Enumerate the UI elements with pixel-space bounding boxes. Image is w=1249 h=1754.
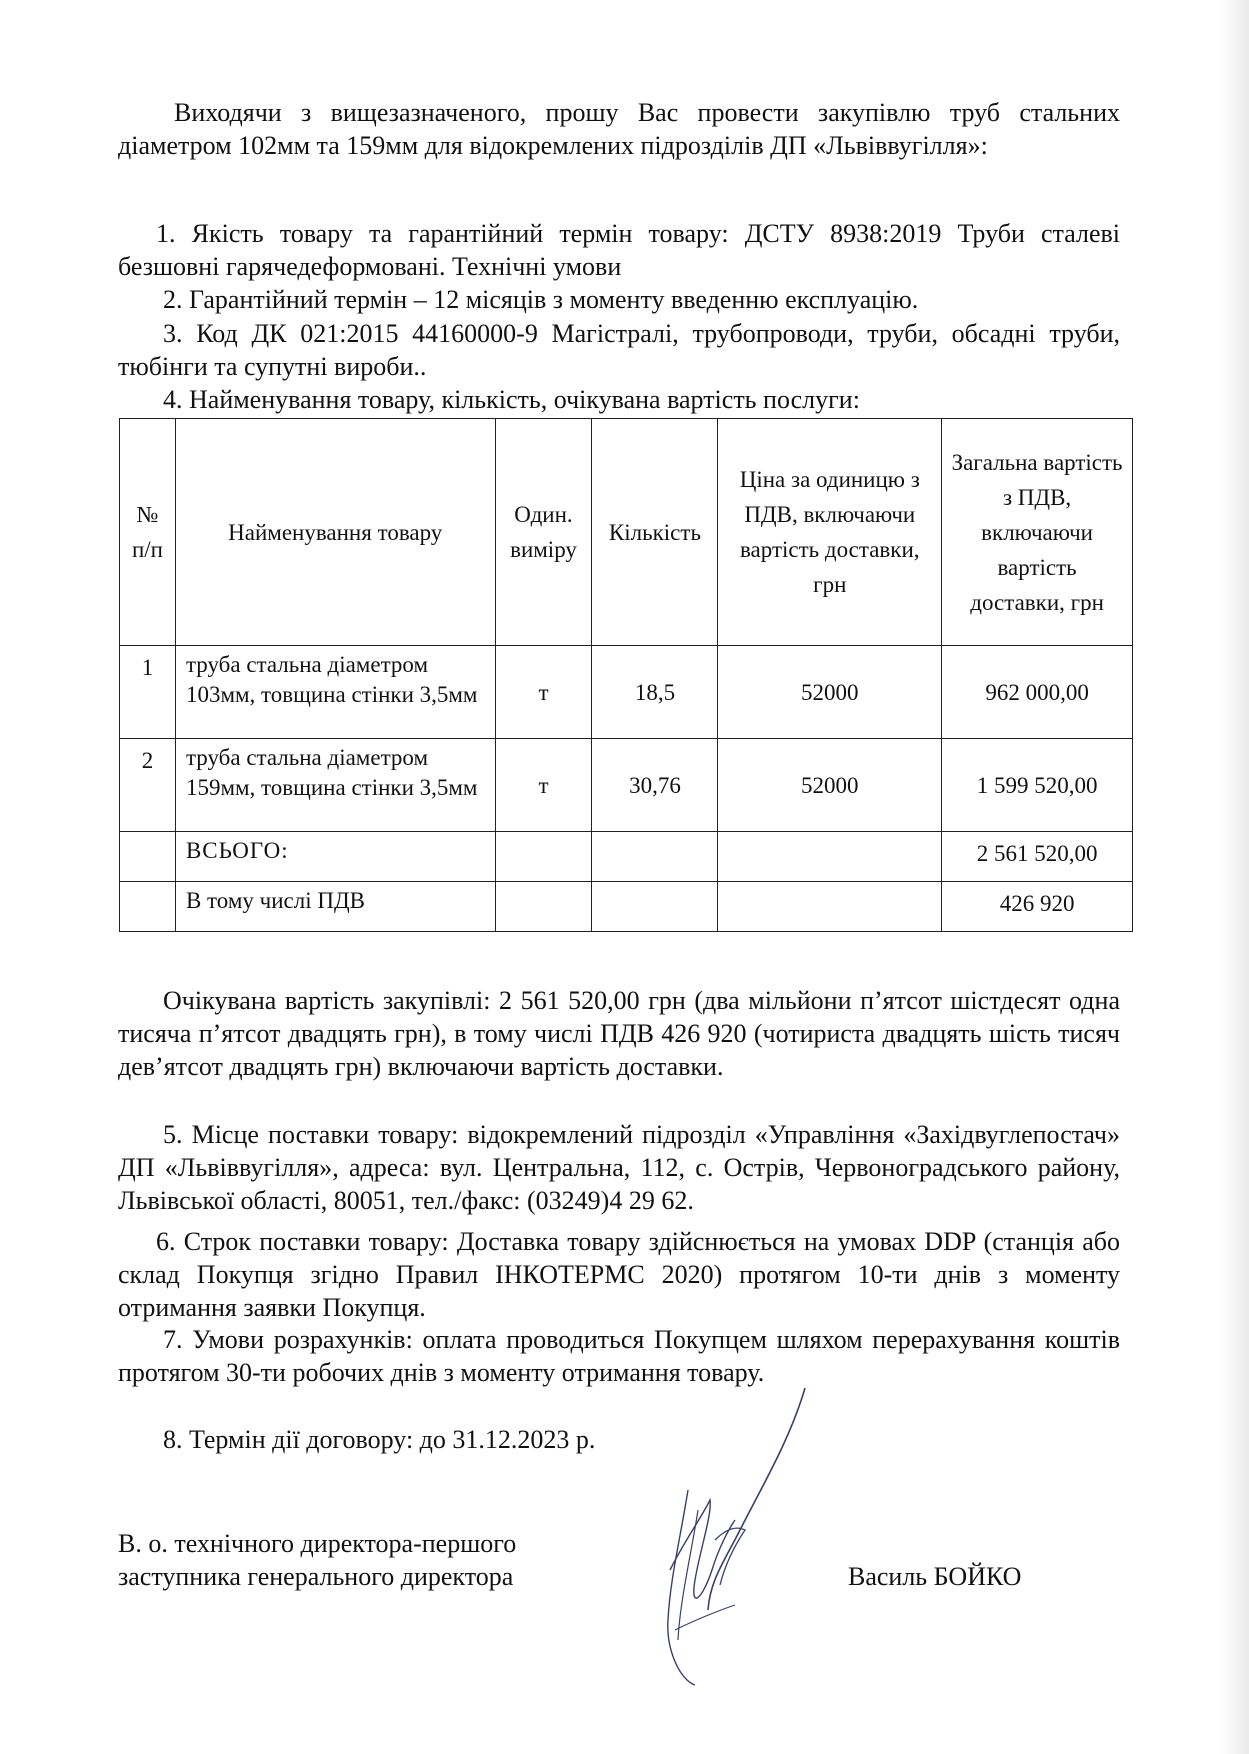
- empty-cell: [120, 882, 176, 932]
- header-unit-price: Ціна за одиницю з ПДВ, включаючи вартість доставки, грн: [718, 419, 942, 646]
- intro-paragraph: Виходячи з вищезазначеного, прошу Вас провести закупівлю труб стальних діаметром 102мм та 159мм для відокремлених підрозділів ДП «Львіввугілля»:: [118, 98, 1120, 160]
- header-unit: Один. виміру: [495, 419, 592, 646]
- empty-cell: [120, 832, 176, 882]
- signatory-title-line2: заступника генерального директора: [118, 1562, 514, 1591]
- handwritten-signature: [640, 1380, 810, 1690]
- total-value: 2 561 520,00: [942, 832, 1133, 882]
- empty-cell: [592, 832, 718, 882]
- header-quantity: Кількість: [592, 419, 718, 646]
- item-2-warranty: 2. Гарантійний термін – 12 місяців з моменту введенню експлуацію.: [163, 285, 919, 314]
- empty-cell: [592, 882, 718, 932]
- row-name: труба стальна діаметром 103мм, товщина стінки 3,5мм: [175, 646, 495, 739]
- item-7-payment-terms: 7. Умови розрахунків: оплата проводиться Покупцем шляхом перерахування коштів протягом 30-ти робочих днів з моменту отримання товару.: [118, 1325, 1120, 1387]
- table-row: [120, 739, 1133, 832]
- vat-value: 426 920: [942, 882, 1133, 932]
- header-total-cost: Загальна вартість з ПДВ, включаючи вартість доставки, грн: [942, 419, 1133, 646]
- table-total-row: [120, 832, 1133, 882]
- empty-cell: [718, 882, 942, 932]
- table-row: [120, 646, 1133, 739]
- table-header-row: [120, 419, 1133, 646]
- item-6-delivery-term: 6. Строк поставки товару: Доставка товару здійснюється на умовах DDP (станція або склад Покупця згідно Правил ІНКОТЕРМС 2020) протягом 10-ти днів з моменту отримання заявки Покупця.: [118, 1227, 1120, 1322]
- row-name: труба стальна діаметром 159мм, товщина стінки 3,5мм: [175, 739, 495, 832]
- item-8-contract-term: 8. Термін дії договору: до 31.12.2023 р.: [163, 1425, 596, 1454]
- row-quantity: 18,5: [592, 646, 718, 739]
- signatory-title-line1: В. о. технічного директора-першого: [118, 1529, 517, 1558]
- row-total-cost: 1 599 520,00: [942, 739, 1133, 832]
- vat-label: В тому числі ПДВ: [175, 882, 495, 932]
- item-1-quality: 1. Якість товару та гарантійний термін товару: ДСТУ 8938:2019 Труби сталеві безшовні гарячедеформовані. Технічні умови: [118, 219, 1120, 281]
- row-unit: т: [495, 739, 592, 832]
- scan-page-edge: [1219, 0, 1249, 1754]
- empty-cell: [718, 832, 942, 882]
- row-number: 2: [120, 739, 176, 832]
- row-unit-price: 52000: [718, 739, 942, 832]
- expected-cost-paragraph: Очікувана вартість закупівлі: 2 561 520,00 грн (два мільйони п’ятсот шістдесят одна тисяча п’ятсот двадцять грн), в тому числі ПДВ 426 920 (чотириста двадцять шість тисяч дев’ятсот двадцять грн) включаючи вартість доставки.: [118, 986, 1120, 1081]
- row-total-cost: 962 000,00: [942, 646, 1133, 739]
- header-name: Найменування товару: [175, 419, 495, 646]
- total-label: ВСЬОГО:: [175, 832, 495, 882]
- item-5-delivery-place: 5. Місце поставки товару: відокремлений підрозділ «Управління «Західвуглепостач» ДП «Львіввугілля», адреса: вул. Центральна, 112, с. Острів, Червоноградського району, Львівської області, 80051, тел./факс: (03249)4 29 62.: [118, 1120, 1120, 1215]
- item-3-cpv-code: 3. Код ДК 021:2015 44160000-9 Магістралі, трубопроводи, труби, обсадні труби, тюбінги та супутні вироби..: [118, 319, 1120, 381]
- empty-cell: [495, 882, 592, 932]
- empty-cell: [495, 832, 592, 882]
- row-unit-price: 52000: [718, 646, 942, 739]
- table-vat-row: [120, 882, 1133, 932]
- row-quantity: 30,76: [592, 739, 718, 832]
- item-4-goods-heading: 4. Найменування товару, кількість, очікувана вартість послуги:: [163, 385, 860, 414]
- row-unit: т: [495, 646, 592, 739]
- header-number: № п/п: [120, 419, 176, 646]
- row-number: 1: [120, 646, 176, 739]
- signatory-name: Василь БОЙКО: [848, 1562, 1022, 1591]
- goods-table: [119, 418, 1133, 932]
